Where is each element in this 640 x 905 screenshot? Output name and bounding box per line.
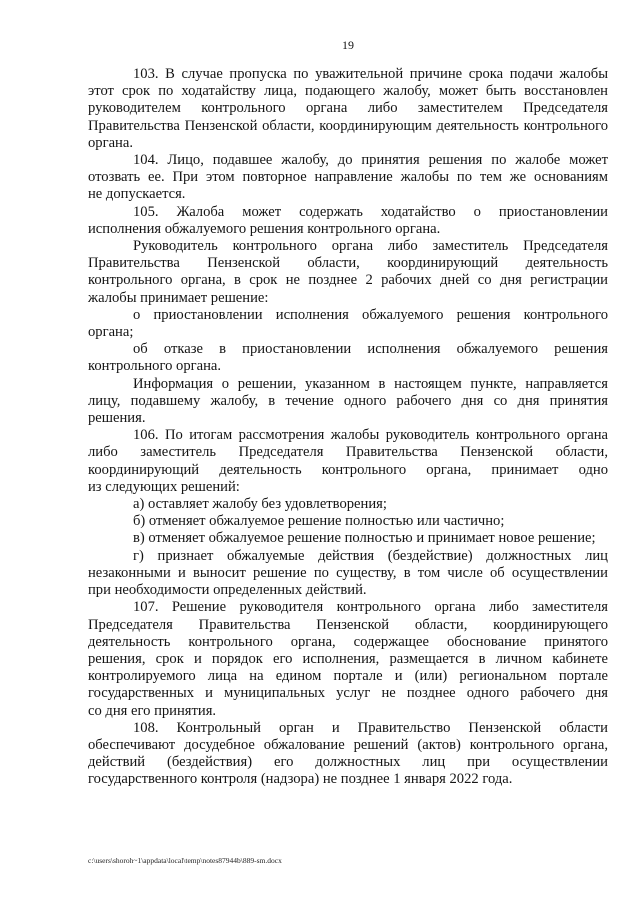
paragraph-line: государственных и муниципальных услуг не позднее одного рабочего дня [88,685,608,702]
document-body [88,66,608,789]
paragraph-line: координирующий деятельность контрольного органа, принимает одно [88,461,608,478]
paragraph-line: контрольного органа, в срок не позднее 2 рабочих дней со дня регистрации [88,272,608,289]
paragraph-105 [88,204,608,238]
paragraph-line: государственного контроля (надзора) не позднее 1 января 2022 года. [88,771,513,788]
paragraph-line: незаконными и выносит решение по существу, в том числе об осуществлении [88,564,608,581]
paragraph-line: 103. В случае пропуска по уважительной причине срока подачи жалобы [133,66,608,82]
paragraph-line: о приостановлении исполнения обжалуемого решения контрольного [133,306,608,323]
paragraph-line: Информация о решении, указанном в настоящем пункте, направляется [133,375,608,392]
paragraph-line: а) оставляет жалобу без удовлетворения; [133,496,387,513]
paragraph-107 [88,599,608,719]
paragraph-line: Председателя Правительства Пензенской области, координирующего [88,616,608,633]
paragraph-line: б) отменяет обжалуемое решение полностью или частично; [133,513,505,530]
paragraph-line: 104. Лицо, подавшее жалобу, до принятия решения по жалобе может [133,152,608,169]
paragraph-line: Правительства Пензенской области, координирующий деятельность [88,255,608,272]
list-item-v [88,530,608,547]
paragraph-line: при необходимости определенных действий. [88,582,367,599]
paragraph-line: об отказе в приостановлении исполнения обжалуемого решения [133,341,608,358]
paragraph-line: этот срок по ходатайству лица, подающего жалобу, может быть восстановлен [88,83,608,100]
paragraph-line: в) отменяет обжалуемое решение полностью и принимает новое решение; [133,530,596,547]
paragraph-line: контролируемого лица на едином портале и (или) региональном портале [88,668,608,685]
paragraph-line: лицу, подавшему жалобу, в течение одного рабочего дня со дня принятия [88,392,608,409]
paragraph-decision-intro [88,238,608,307]
paragraph-line: деятельность контрольного органа, содержащее обоснование принятого [88,633,608,650]
paragraph-line: обеспечивают досудебное обжалование решений (актов) контрольного органа, [88,736,608,753]
list-item-b [88,513,608,530]
paragraph-line: органа. [88,134,133,151]
page-number: 19 [342,38,354,52]
paragraph-103 [88,66,608,152]
paragraph-line: контрольного органа. [88,358,222,375]
paragraph-line: 106. По итогам рассмотрения жалобы руководитель контрольного органа [133,427,608,444]
paragraph-106 [88,427,608,496]
paragraph-line: действий (бездействия) его должностных лиц при осуществлении [88,754,608,771]
paragraph-line: решения, срок и порядок его исполнения, размещается в личном кабинете [88,650,608,667]
paragraph-line: г) признает обжалуемые действия (бездействие) должностных лиц [133,547,608,564]
paragraph-line: Руководитель контрольного органа либо заместитель Председателя [133,238,608,255]
paragraph-104 [88,152,608,204]
paragraph-line: со дня его принятия. [88,702,217,719]
paragraph-notification [88,376,608,428]
paragraph-108 [88,720,608,789]
paragraph-suspension-option [88,307,608,341]
paragraph-line: руководителем контрольного органа либо заместителем Председателя [88,100,608,117]
footer-file-path: c:\users\shoroh~1\appdata\local\temp\notes87944b\889-sm.docx [88,856,282,865]
paragraph-line: решения. [88,410,146,427]
paragraph-refusal-option [88,341,608,375]
list-item-a [88,496,608,513]
paragraph-line: отозвать ее. При этом повторное направление жалобы по тем же основаниям [88,169,608,186]
paragraph-line: 107. Решение руководителя контрольного органа либо заместителя [133,599,608,616]
paragraph-line: жалобы принимает решение: [88,289,269,306]
paragraph-line: исполнения обжалуемого решения контрольного органа. [88,220,441,237]
list-item-g [88,548,608,600]
paragraph-line: 105. Жалоба может содержать ходатайство о приостановлении [133,203,608,220]
paragraph-line: Правительства Пензенской области, координирующим деятельность контрольного [88,117,608,134]
paragraph-line: из следующих решений: [88,478,240,495]
paragraph-line: 108. Контрольный орган и Правительство Пензенской области [133,719,608,736]
paragraph-line: не допускается. [88,186,186,203]
paragraph-line: либо заместитель Председателя Правительства Пензенской области, [88,444,608,461]
paragraph-line: органа; [88,324,134,341]
